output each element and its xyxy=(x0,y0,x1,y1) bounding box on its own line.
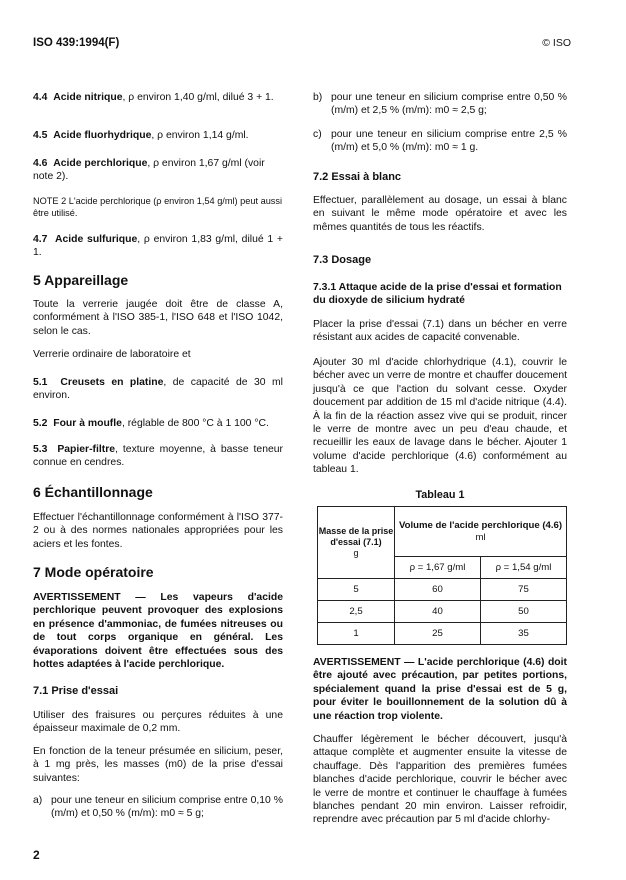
clause-5-2: 5.2 Four à moufle, réglable de 800 °C à 1 100 °C. xyxy=(33,418,269,429)
table-col2-header: Volume de l'acide perchlorique (4.6) ml xyxy=(395,507,567,557)
clause-7-3-heading: 7.3 Dosage xyxy=(313,254,372,266)
list-item-b: b) pour une teneur en silicium comprise entre 0,50 % (m/m) et 2,5 % (m/m): m0 ≈ 2,5 g; xyxy=(313,92,567,117)
header-copyright: © ISO xyxy=(542,37,571,49)
table-row: 5 60 75 xyxy=(318,579,567,601)
clause-4-5: 4.5 Acide fluorhydrique, ρ environ 1,14 g/ml. xyxy=(33,130,249,141)
section-5-heading: 5 Appareillage xyxy=(33,272,129,288)
clause-7-2-heading: 7.2 Essai à blanc xyxy=(313,171,402,183)
page-number: 2 xyxy=(33,848,40,862)
note-2: NOTE 2 L'acide perchlorique (ρ environ 1,54 g/ml) peut aussi être utilisé. xyxy=(33,196,283,218)
table-caption: Tableau 1 xyxy=(415,489,465,501)
clause-7-1-para-2: En fonction de la teneur présumée en silicium, peser, à 1 mg près, les masses (m0) de la prise d'essai suivantes: xyxy=(33,746,283,784)
section-6-heading: 6 Échantillonnage xyxy=(33,484,153,500)
header-standard-id: ISO 439:1994(F) xyxy=(33,37,120,49)
clause-7-2-para: Effectuer, parallèlement au dosage, un essai à blanc en suivant le même mode opératoire et avec les mêmes quantités de tous les réactifs. xyxy=(313,195,567,233)
section-6-para: Effectuer l'échantillonnage conformément à l'ISO 377-2 ou à des normes nationales appropriées pour les aciers et les fontes. xyxy=(33,512,283,550)
table-subheader-1: ρ = 1,67 g/ml xyxy=(395,557,481,579)
list-item-a: a) pour une teneur en silicium comprise entre 0,10 % (m/m) et 0,50 % (m/m): m0 ≈ 5 g; xyxy=(33,795,283,820)
clause-7-3-1-para-1: Placer la prise d'essai (7.1) dans un bécher en verre résistant aux acides de capacité convenable. xyxy=(313,319,567,344)
table-row: 1 25 35 xyxy=(318,623,567,645)
section-5-para-1: Toute la verrerie jaugée doit être de classe A, conformément à l'ISO 385-1, l'ISO 648 et l'ISO 1042, selon le cas. xyxy=(33,299,283,337)
clause-7-3-1-heading: 7.3.1 Attaque acide de la prise d'essai et formation du dioxyde de silicium hydraté xyxy=(313,282,562,307)
clause-7-1-para-1: Utiliser des fraisures ou perçures réduites à une épaisseur maximale de 0,2 mm. xyxy=(33,710,283,735)
clause-7-3-1-para-3: Chauffer légèrement le bécher découvert, jusqu'à attaque complète et augmenter ensuite la vitesse de chauffage. Dès l'apparition des premières fumées blanches d'acide perchlorique, couvrir le bécher avec le verre de montre et continuer le chauffage à fumées blanches pendant 20 min environ. Laisser refroidir, reprendre avec précaution par 5 ml d'acide chlorhy- xyxy=(313,734,567,826)
clause-7-1-heading: 7.1 Prise d'essai xyxy=(33,685,119,697)
table-row: 2,5 40 50 xyxy=(318,601,567,623)
perchloric-addition-warning: AVERTISSEMENT — L'acide perchlorique (4.6) doit être ajouté avec précaution, par petites portions, spécialement quand la prise d'essai est de 5 g, pour éviter le bouillonnement de la solution dû à une réaction trop violente. xyxy=(313,657,567,722)
perchloric-warning: AVERTISSEMENT — Les vapeurs d'acide perchlorique peuvent provoquer des explosions en présence d'ammoniac, de fumées nitreuses ou de tout corps organique en général. Les évaporations doivent être effectuées sous des hottes adaptées à l'acide perchlorique. xyxy=(33,592,283,671)
section-7-heading: 7 Mode opératoire xyxy=(33,564,154,580)
table-col1-header: Masse de la prise d'essai (7.1) g xyxy=(318,507,395,579)
clause-5-1: 5.1 Creusets en platine, de capacité de 30 ml environ. xyxy=(33,377,283,402)
list-item-c: c) pour une teneur en silicium comprise entre 2,5 % (m/m) et 5,0 % (m/m): m0 ≈ 1 g. xyxy=(313,129,567,154)
clause-5-3: 5.3 Papier-filtre, texture moyenne, à basse teneur connue en cendres. xyxy=(33,444,283,469)
clause-4-6: 4.6 Acide perchlorique, ρ environ 1,67 g/ml (voir note 2). xyxy=(33,158,265,183)
table-subheader-2: ρ = 1,54 g/ml xyxy=(480,557,566,579)
clause-4-7: 4.7 Acide sulfurique, ρ environ 1,83 g/ml, dilué 1 + 1. xyxy=(33,234,284,259)
clause-7-3-1-para-2: Ajouter 30 ml d'acide chlorhydrique (4.1), couvrir le bécher avec un verre de montre et chauffer doucement jusqu'à ce que l'action du solvant cesse. Oxyder doucement par addition de 15 ml d'acide nitrique (4.4). À la fin de la réaction assez vive qui se produit, rincer le verre de montre avec un peu d'eau chaude, et recueillir les eaux de lavage dans le bécher. Ajouter 1 volume d'acide perchlorique (4.6) conformément au tableau 1. xyxy=(313,357,567,476)
section-5-para-2: Verrerie ordinaire de laboratoire et xyxy=(33,349,191,360)
clause-4-4: 4.4 Acide nitrique, ρ environ 1,40 g/ml, dilué 3 + 1. xyxy=(33,92,274,103)
table-1 xyxy=(317,506,567,645)
